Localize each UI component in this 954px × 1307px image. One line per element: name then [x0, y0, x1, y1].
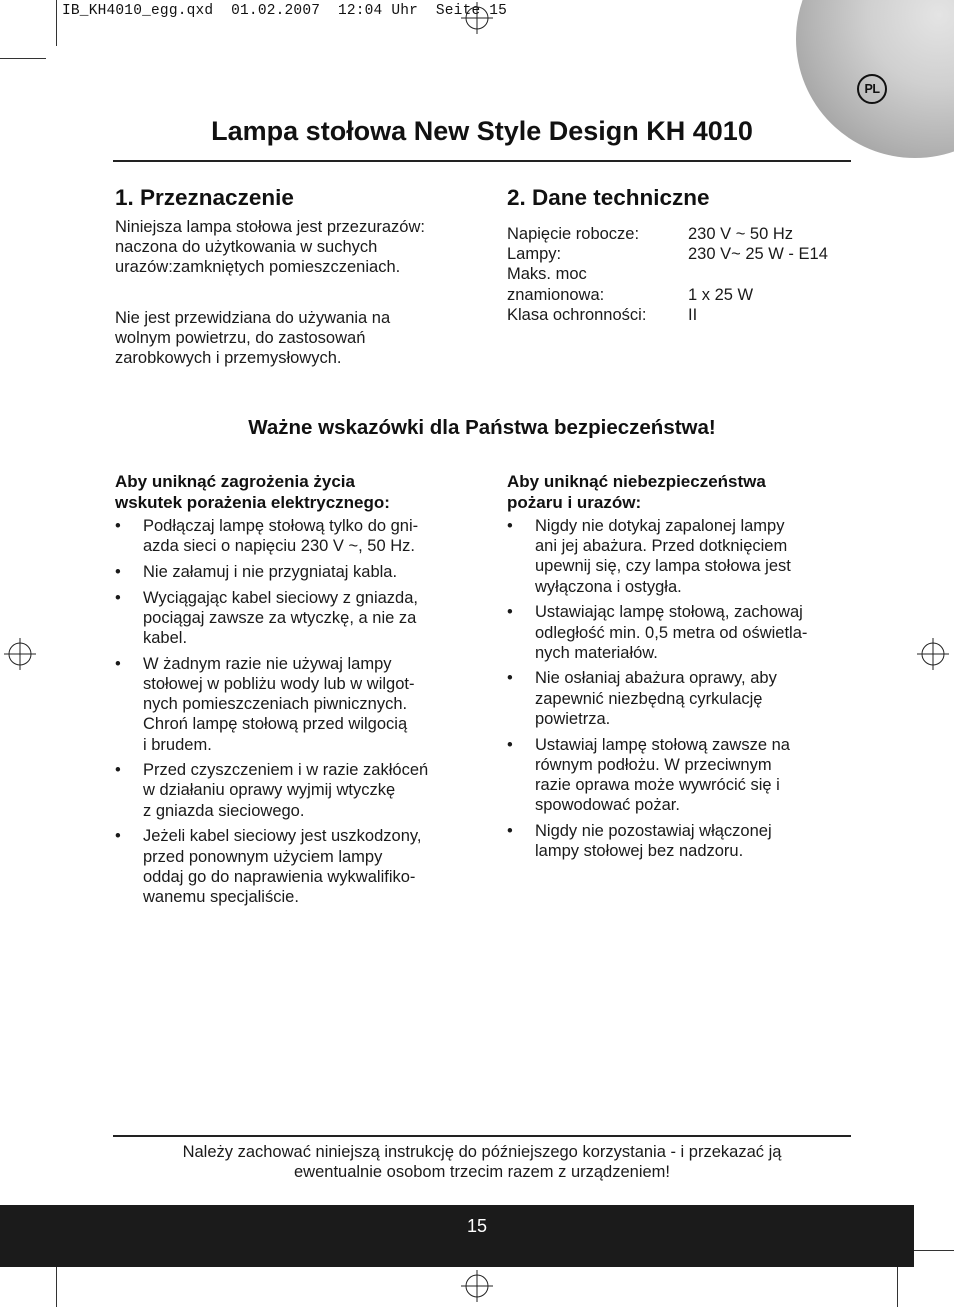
item-line: W żadnym razie nie używaj lampy — [143, 654, 392, 673]
item-line: lampy stołowej bez nadzoru. — [535, 842, 744, 861]
bullet-icon: • — [507, 821, 513, 840]
item-line: pociągaj zawsze za wtyczkę, a nie za — [143, 608, 417, 627]
footer-line: Należy zachować niniejszą instrukcję do późniejszego korzystania - i przekazać ją — [182, 1143, 782, 1161]
page-title: Lampa stołowa New Style Design KH 4010 — [211, 116, 753, 146]
heading-line: wskutek porażenia elektrycznego: — [115, 493, 390, 512]
text-line: Niniejsza lampa stołowa jest przezurazów: — [115, 218, 425, 236]
fire-safety-heading — [507, 471, 852, 513]
tech-value: 230 V~ 25 W - E14 — [688, 245, 828, 264]
list-item — [507, 516, 852, 597]
bullet-icon: • — [115, 588, 121, 607]
heading-line: pożaru i urazów: — [507, 493, 642, 512]
list-item — [115, 588, 470, 649]
page-number: 15 — [466, 1216, 488, 1236]
list-item — [115, 562, 470, 582]
electric-safety-column — [115, 471, 470, 913]
item-line: w działaniu oprawy wyjmij wtyczkę — [143, 781, 396, 800]
crop-mark — [0, 58, 46, 59]
tech-row — [507, 224, 852, 244]
item-line: oddaj go do naprawienia wykwalifiko- — [143, 867, 416, 886]
registration-mark-icon — [461, 1270, 493, 1302]
print-slug: IB_KH4010_egg.qxd 01.02.2007 12:04 Uhr Seite 15 — [62, 3, 508, 19]
item-line: nych materiałów. — [535, 643, 658, 662]
heading-line: Aby uniknąć zagrożenia życia — [115, 472, 355, 491]
item-line: Chroń lampę stołową przed wilgocią — [143, 715, 408, 734]
footer-rule — [113, 1135, 851, 1137]
item-line: i brudem. — [143, 735, 212, 754]
list-item — [115, 654, 470, 755]
bullet-icon: • — [507, 735, 513, 754]
item-line: Wyciągając kabel sieciowy z gniazda, — [143, 588, 418, 607]
registration-mark-icon — [4, 638, 36, 670]
item-line: Nie osłaniaj abażura oprawy, aby — [535, 669, 777, 688]
tech-label: znamionowa: — [507, 285, 605, 304]
item-line: kabel. — [143, 629, 188, 648]
heading-line: Aby uniknąć niebezpieczeństwa — [507, 472, 766, 491]
item-line: Podłączaj lampę stołową tylko do gni- — [143, 517, 419, 535]
tech-label: Napięcie robocze: — [507, 225, 640, 243]
list-item — [507, 602, 852, 663]
registration-mark-icon — [461, 2, 493, 34]
item-line: Ustawiając lampę stołową, zachowaj — [535, 603, 803, 622]
tech-row — [507, 264, 852, 284]
list-item — [507, 821, 852, 861]
item-line: upewnij się, czy lampa stołowa jest — [535, 557, 791, 576]
item-line: przed ponownym użyciem lampy — [143, 847, 383, 866]
fire-safety-column — [507, 471, 852, 867]
technical-data-table — [507, 224, 852, 325]
tech-row — [507, 305, 852, 325]
text-line: zarobkowych i przemysłowych. — [115, 349, 342, 368]
item-line: Ustawiaj lampę stołową zawsze na — [535, 735, 790, 754]
title-rule — [113, 160, 851, 162]
item-line: z gniazda sieciowego. — [143, 801, 305, 820]
bullet-icon: • — [507, 669, 513, 688]
electric-safety-list — [115, 516, 470, 907]
crop-mark — [908, 1250, 954, 1251]
safety-section-title: Ważne wskazówki dla Państwa bezpieczeństwa! — [248, 416, 716, 439]
purpose-paragraph-2 — [115, 308, 485, 369]
tech-row — [507, 285, 852, 305]
electric-safety-heading — [115, 471, 470, 513]
bullet-icon: • — [507, 517, 513, 535]
item-line: równym podłożu. W przeciwnym — [535, 755, 772, 774]
item-line: Nigdy nie pozostawiaj włączonej — [535, 821, 772, 840]
item-line: wanemu specjaliście. — [143, 887, 299, 906]
item-line: odległość min. 0,5 metra od oświetla- — [535, 623, 808, 642]
bullet-icon: • — [115, 654, 121, 673]
tech-value: II — [688, 305, 698, 324]
bullet-icon: • — [115, 562, 121, 581]
language-badge: PL — [857, 74, 887, 104]
item-line: Jeżeli kabel sieciowy jest uszkodzony, — [143, 827, 422, 846]
section-heading-technical-data: 2. Dane techniczne — [507, 185, 710, 210]
list-item — [115, 760, 470, 821]
text-line: naczona do użytkowania w suchych — [115, 238, 378, 257]
item-line: ani jej abażura. Przed dotknięciem — [535, 537, 788, 556]
crop-mark — [56, 1262, 57, 1307]
list-item — [115, 516, 470, 556]
footer-note — [113, 1142, 851, 1182]
tech-label: Maks. moc — [507, 265, 587, 284]
item-line: nych pomieszczeniach piwnicznych. — [143, 695, 408, 714]
tech-label: Klasa ochronności: — [507, 305, 647, 324]
purpose-paragraph-1 — [115, 217, 485, 278]
bullet-icon: • — [115, 761, 121, 780]
item-line: azda sieci o napięciu 230 V ~, 50 Hz. — [143, 537, 415, 556]
item-line: Nie załamuj i nie przygniataj kabla. — [143, 562, 398, 581]
text-line: urazów:zamkniętych pomieszczeniach. — [115, 258, 401, 277]
bullet-icon: • — [507, 603, 513, 622]
text-line: Nie jest przewidziana do używania na — [115, 309, 391, 327]
bullet-icon: • — [115, 517, 121, 535]
footer-line: ewentualnie osobom trzecim razem z urządzeniem! — [294, 1163, 670, 1182]
item-line: spowodować pożar. — [535, 796, 680, 815]
text-line: wolnym powietrzu, do zastosowań — [115, 329, 366, 348]
crop-mark — [897, 1262, 898, 1307]
list-item — [115, 826, 470, 907]
registration-mark-icon — [917, 638, 949, 670]
item-line: stołowej w pobliżu wody lub w wilgot- — [143, 674, 415, 693]
tech-value: 1 x 25 W — [688, 285, 754, 304]
item-line: zapewnić niezbędną cyrkulację — [535, 689, 763, 708]
tech-row — [507, 244, 852, 264]
section-heading-purpose: 1. Przeznaczenie — [115, 185, 294, 210]
tech-value: 230 V ~ 50 Hz — [688, 225, 794, 243]
item-line: wyłączona i ostygła. — [535, 577, 682, 596]
list-item — [507, 735, 852, 816]
fire-safety-list — [507, 516, 852, 861]
crop-mark — [56, 0, 57, 46]
item-line: razie oprawa może wywrócić się i — [535, 775, 780, 794]
item-line: Przed czyszczeniem i w razie zakłóceń — [143, 761, 429, 780]
list-item — [507, 668, 852, 729]
item-line: powietrza. — [535, 709, 611, 728]
item-line: Nigdy nie dotykaj zapalonej lampy — [535, 517, 785, 535]
bullet-icon: • — [115, 827, 121, 846]
tech-label: Lampy: — [507, 245, 562, 264]
